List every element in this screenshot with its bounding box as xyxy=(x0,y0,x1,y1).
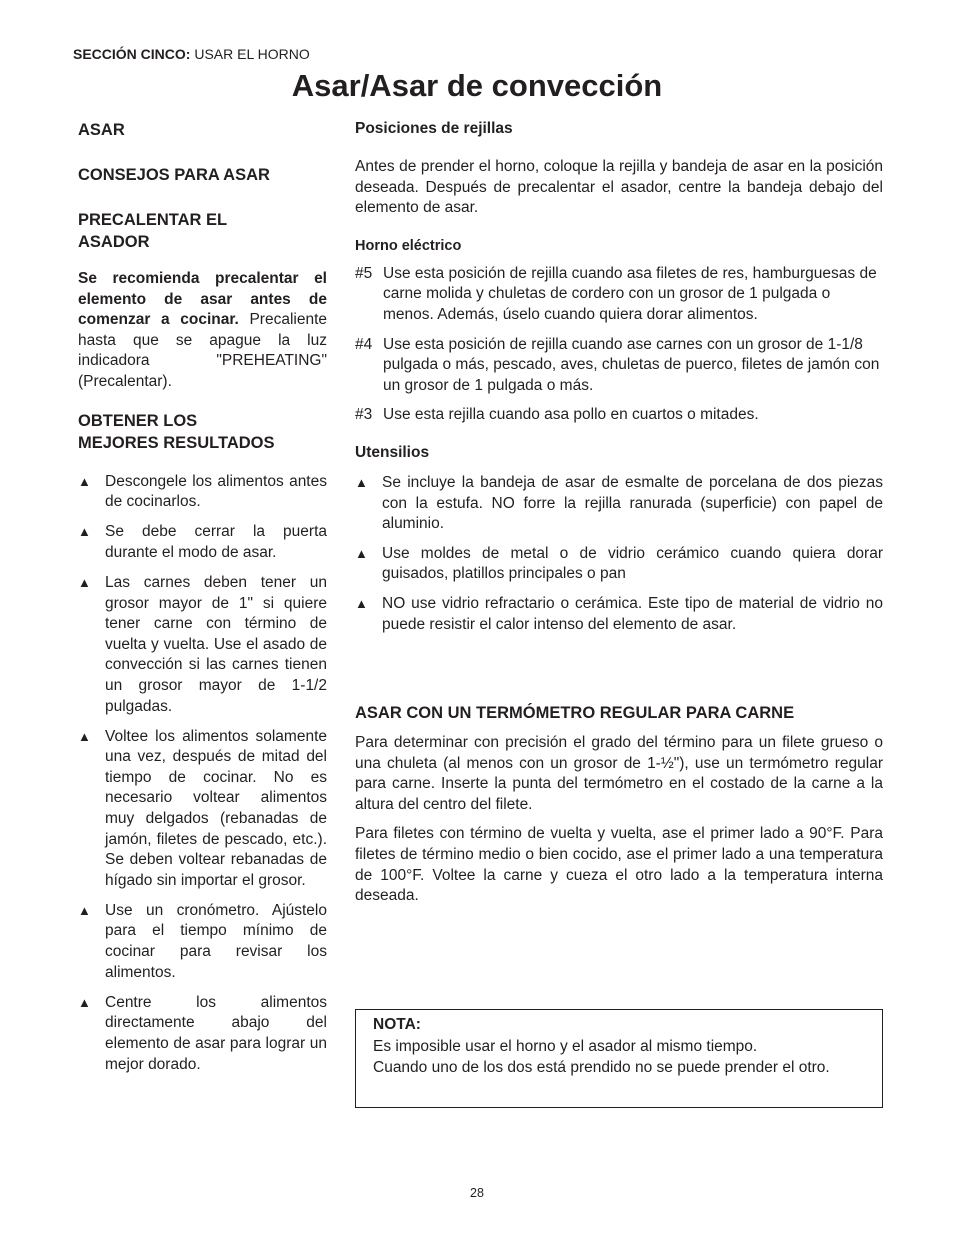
rack-item xyxy=(355,405,883,426)
rack-number: #3 xyxy=(355,406,373,424)
list-item-text: Voltee los alimentos solamente una vez, después de mitad del tiempo de cocinar. No es necesario voltear alimentos muy delgados (rebanadas de jamón, filetes de pescado, etc.). Se deben voltear rebanadas de hígado sin importar el grosor. xyxy=(105,727,327,889)
heading-precalentar-line1: PRECALENTAR EL xyxy=(78,211,228,229)
section-header xyxy=(73,46,310,62)
list-item xyxy=(78,522,327,563)
heading-posiciones: Posiciones de rejillas xyxy=(355,120,513,137)
list-item xyxy=(78,901,327,983)
rack-number: #4 xyxy=(355,335,373,353)
rack-item xyxy=(355,335,883,397)
list-item xyxy=(355,544,883,585)
section-name: USAR EL HORNO xyxy=(190,46,310,62)
termometro-paragraph-2: Para filetes con término de vuelta y vuelta, ase el primer lado a 90°F. Para filetes de término medio o bien cocido, ase el primer lado a una temperatura de 100°F. Voltee la carne y cueza el otro lado a la temperatura interna deseada. xyxy=(355,825,883,905)
note-title: NOTA: xyxy=(373,1016,421,1033)
page-title: Asar/Asar de convección xyxy=(291,68,663,103)
triangle-up-icon: ▲ xyxy=(78,524,91,540)
heading-precalentar xyxy=(78,209,327,253)
termometro-paragraph-1: Para determinar con precisión el grado del término para un filete grueso o una chuleta (al menos con un grosor de 1-½"), use un termómetro regular para carne. Inserte la punta del termómetro en el costado de la carne a la altura del centro del filete. xyxy=(355,734,883,813)
section-label: SECCIÓN CINCO: xyxy=(73,46,191,62)
heading-horno-electrico: Horno eléctrico xyxy=(355,237,462,254)
list-item-text: Las carnes deben tener un grosor mayor de 1" si quiere tener carne con término de vuelta y vuelta. Use el asado de convección si las carnes tienen un grosor mayor de 1-1/2 pulgadas. xyxy=(105,573,327,715)
list-item-text: Use moldes de metal o de vidrio cerámico cuando quiera dorar guisados, platillos principales o pan xyxy=(382,544,883,583)
rack-text: Use esta posición de rejilla cuando asa filetes de res, hamburguesas de carne molida y chuletas de cordero con un grosor de 1 pulgada o menos. Además, úselo cuando quiera dorar alimentos. xyxy=(383,264,877,323)
triangle-up-icon: ▲ xyxy=(78,902,91,918)
triangle-up-icon: ▲ xyxy=(78,994,91,1010)
tips-list xyxy=(78,472,327,1076)
note-line-1: Es imposible usar el horno y el asador al mismo tiempo. xyxy=(373,1038,758,1055)
list-item xyxy=(78,573,327,717)
page-number: 28 xyxy=(470,1186,484,1200)
utensilios-list xyxy=(355,473,883,635)
heading-obtener-line1: OBTENER LOS xyxy=(78,411,198,430)
rack-item xyxy=(355,264,883,326)
note-line-2: Cuando uno de los dos está prendido no se puede prender el otro. xyxy=(373,1059,830,1076)
rack-text: Use esta rejilla cuando asa pollo en cuartos o mitades. xyxy=(383,406,759,424)
list-item-text: Se debe cerrar la puerta durante el modo de asar. xyxy=(105,523,327,561)
posiciones-paragraph: Antes de prender el horno, coloque la rejilla y bandeja de asar en la posición deseada. Después de precalentar el asador, centre la bandeja debajo del elemento de asar. xyxy=(355,158,883,217)
list-item-text: Se incluye la bandeja de asar de esmalte de porcelana de dos piezas con la estufa. NO forre la rejilla ranurada (superficie) con papel de aluminio. xyxy=(382,473,883,533)
heading-termometro: ASAR CON UN TERMÓMETRO REGULAR PARA CARNE xyxy=(355,704,795,723)
triangle-up-icon: ▲ xyxy=(355,474,368,490)
list-item xyxy=(78,727,327,892)
list-item-text: NO use vidrio refractario o cerámica. Este tipo de material de vidrio no puede resistir el calor intenso del elemento de asar. xyxy=(382,594,883,633)
list-item xyxy=(78,993,327,1075)
list-item-text: Descongele los alimentos antes de cocinarlos. xyxy=(105,472,327,511)
right-column xyxy=(355,119,883,907)
precalentar-rest: Precaliente hasta que se apague la luz indicadora "PREHEATING" (Precalentar). xyxy=(78,311,327,390)
rack-number: #5 xyxy=(355,264,373,282)
note-box xyxy=(355,1009,883,1108)
list-item-text: Use un cronómetro. Ajústelo para el tiempo mínimo de cocinar para revisar los alimentos. xyxy=(105,901,327,981)
heading-asar: ASAR xyxy=(78,121,125,139)
rack-text: Use esta posición de rejilla cuando ase carnes con un grosor de 1-1/8 pulgada o más, pescado, aves, chuletas de puerco, filetes de jamón con un grosor de 1 pulgada o más. xyxy=(383,335,880,394)
triangle-up-icon: ▲ xyxy=(78,473,91,489)
heading-utensilios: Utensilios xyxy=(355,443,430,461)
list-item xyxy=(355,473,883,535)
precalentar-paragraph xyxy=(78,269,327,393)
triangle-up-icon: ▲ xyxy=(355,595,368,611)
heading-precalentar-line2: ASADOR xyxy=(78,233,150,251)
triangle-up-icon: ▲ xyxy=(78,728,91,744)
heading-consejos: CONSEJOS PARA ASAR xyxy=(78,166,270,184)
heading-obtener-line2: MEJORES RESULTADOS xyxy=(78,433,275,452)
precalentar-bold: Se recomienda precalentar el elemento de asar antes de comenzar a cocinar. xyxy=(78,270,327,329)
triangle-up-icon: ▲ xyxy=(78,574,91,590)
list-item xyxy=(355,594,883,635)
heading-obtener xyxy=(78,410,327,454)
left-column xyxy=(78,119,327,1075)
list-item-text: Centre los alimentos directamente abajo del elemento de asar para lograr un mejor dorado. xyxy=(105,993,327,1073)
list-item xyxy=(78,472,327,513)
triangle-up-icon: ▲ xyxy=(355,545,368,561)
rack-list xyxy=(355,264,883,426)
